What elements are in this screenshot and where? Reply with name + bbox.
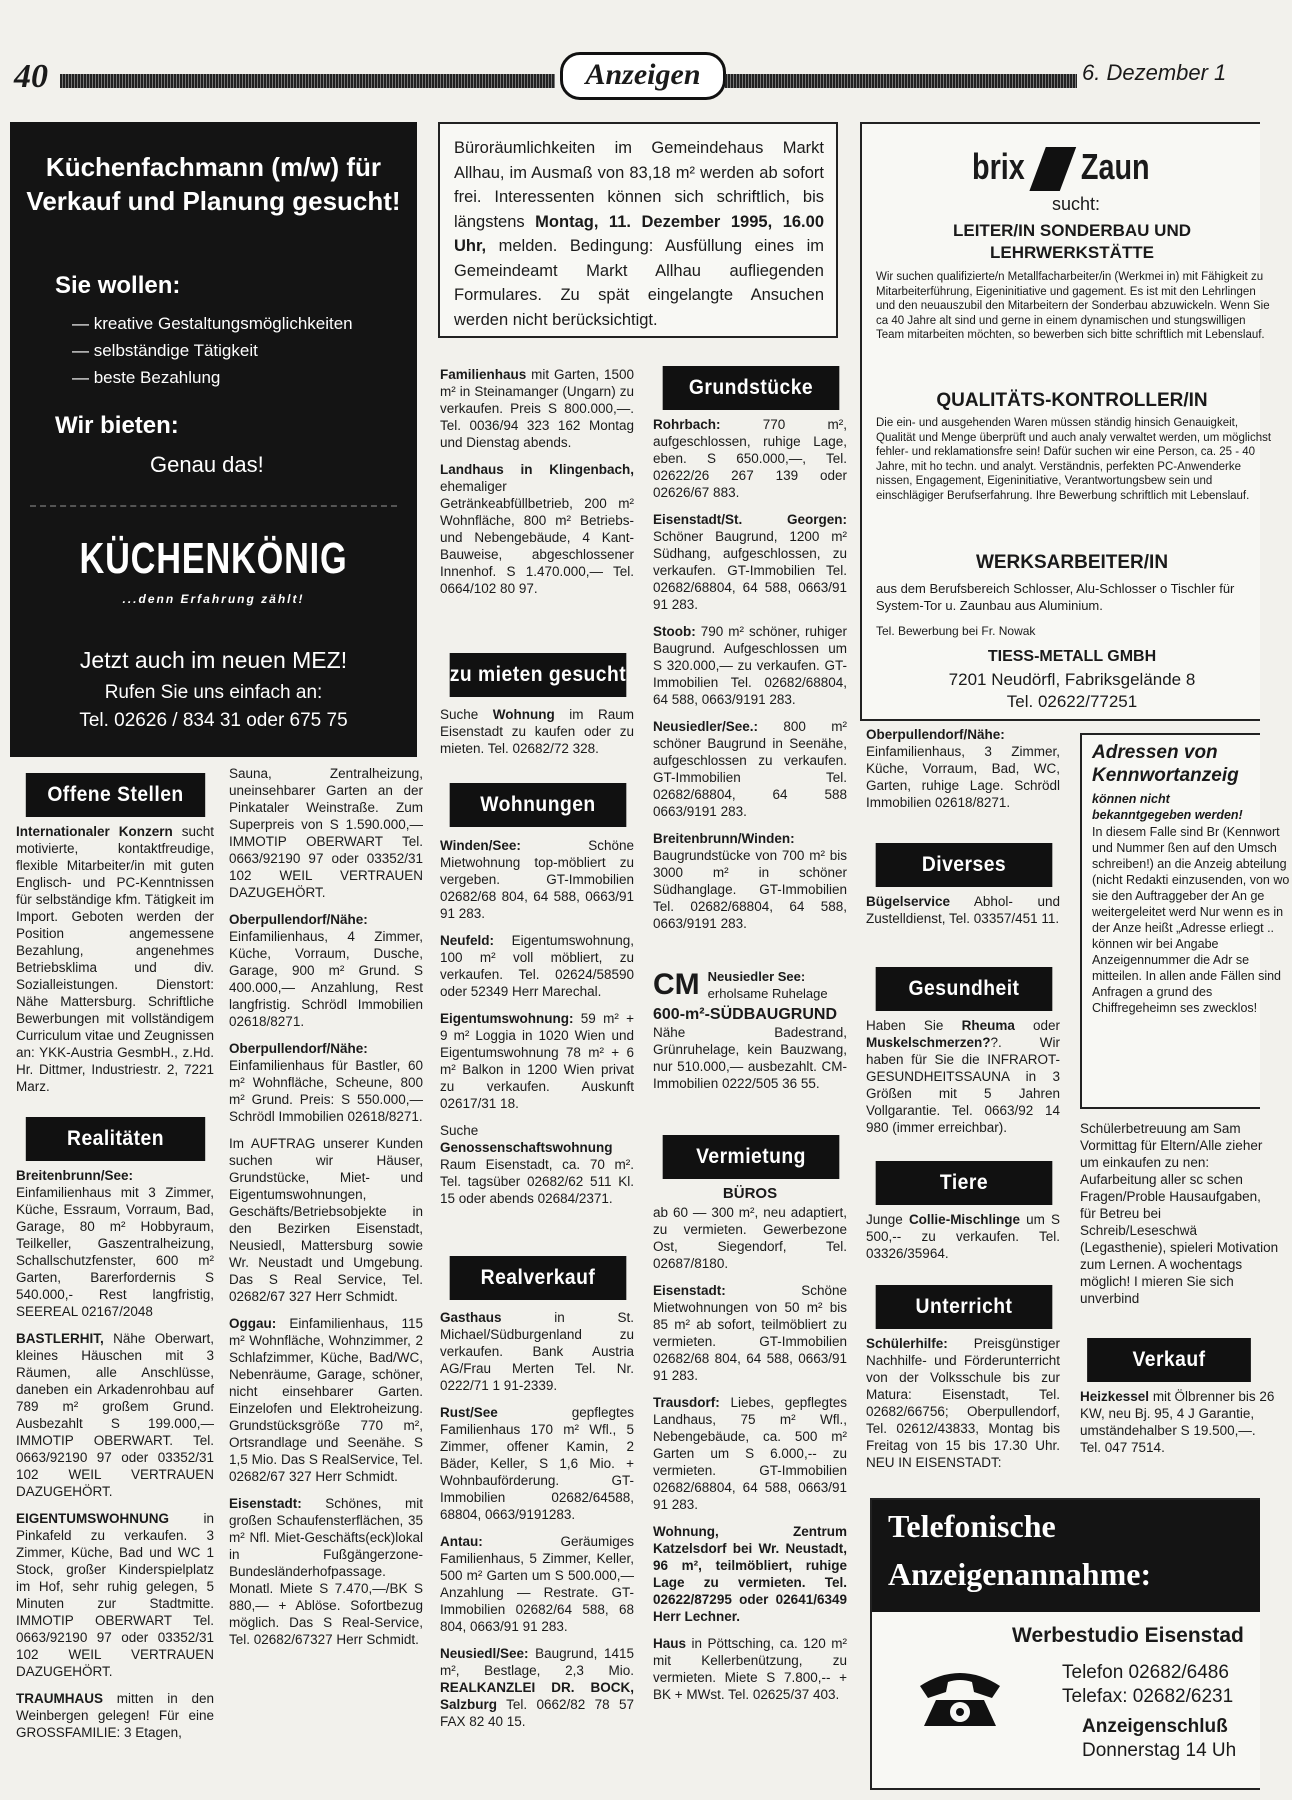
buero-ad <box>438 122 838 338</box>
kuechen-headline: Küchenfachmann (m/w) für Verkauf und Planung gesucht! <box>26 152 401 216</box>
kuechen-want-item: — selbständige Tätigkeit <box>72 341 258 360</box>
ad-bueros: ab 60 — 300 m², neu adaptiert, zu vermieten. Gewerbezone Ost, Siegendorf, Tel. 02687/8180. <box>653 1205 847 1271</box>
tel-ad-title-1: Telefonische <box>888 1508 1056 1544</box>
tel-ad-donnerstag: Donnerstag 14 Uh <box>1082 1740 1237 1761</box>
brix-address: 7201 Neudörfl, Fabriksgelände 8 <box>948 670 1196 689</box>
column-5-ads-c <box>866 1017 1060 1146</box>
category-tiere: Tiere <box>876 1161 1053 1205</box>
ad-auftrag: Im AUFTRAG unserer Kunden suchen wir Häuser, Grundstücke, Miet- und Eigentumswohnungen, Geschäfts/Betriebsobjekte in den Bezirken Eisenstadt, Neusiedl, Mattersburg sowie Wr. Neustadt und Umgebung. Das S Real Service, Tel. 02682/67 327 Herr Schmidt. <box>229 1136 423 1304</box>
kuechen-mez: Jetzt auch im neuen MEZ! <box>79 647 348 673</box>
page-number: 40 <box>14 58 48 95</box>
column-6-ads-a <box>1080 1120 1280 1317</box>
kuechen-brand-logo: KÜCHENKÖNIG <box>79 534 348 583</box>
brix-job1-title: LEITER/IN SONDERBAU UND LEHRWERKSTÄTTE <box>952 221 1191 262</box>
column-4-ads-b <box>653 1185 847 1713</box>
ad-eisenstadt-geschaeft: Eisenstadt: Schönes, mit großen Schaufensterflächen, 35 m² Nfl. Miet-Geschäfts(eck)lokal in Fußgängerzone- Bundesländerhofpassage. Monatl. Miete S 7.470,—/BK S 880,— + Ablöse. Sofortbezug möglich. Das S Real-Service, Tel. 02682/67327 Herr Schmidt. <box>229 1496 423 1647</box>
brix-sucht: sucht: <box>1052 194 1101 214</box>
buero-deadline: Montag, 11. Dezember 1995, 16.00 Uhr, <box>454 212 824 255</box>
brix-ad <box>860 122 1272 721</box>
buero-text <box>454 136 824 332</box>
ad-buegelservice: Bügelservice Abhol- und Zustelldienst, Tel. 03357/451 11. <box>866 894 1060 926</box>
column-5-ads-d <box>866 1211 1060 1272</box>
ad-breitenbrunn-winden: Breitenbrunn/Winden: Baugrundstücke von 700 m² bis 3000 m² in schöner Südhanglage. GT-Immobilien Tel. 02682/68804, 64 588, 0663/9191 283. <box>653 831 847 931</box>
ad-neufeld: Neufeld: Eigentumswohnung, 100 m² voll möbliert, zu verkaufen. Tel. 02624/58590 oder 52349 Herr Marechal. <box>440 933 634 999</box>
kuechen-divider <box>30 505 397 507</box>
cm-location: Neusiedler See: erholsame Ruhelage <box>707 969 828 1001</box>
brix-logo-left: brix <box>972 146 1025 187</box>
column-5-ads-b <box>866 893 1060 937</box>
adressen-notice <box>1080 733 1290 1109</box>
adressen-text: In diesem Falle sind Br (Kennwort und Nummer ßen auf den Umsch schreiben!) an die Anzeig abteilung (nicht Redakti einzusenden, von wo sie den Auftraggeber der An ge weitergeleitet werd Nur wenn es in der Anze heißt „Adresse erliegt .. können wir bei Angabe Anzeigennummer die Adr se mitteilen. In allen ande Fällen sind Anfragen a grund des Chiffregeheimn ses zwecklos! <box>1092 825 1290 1015</box>
column-1-ads-a <box>16 823 214 1105</box>
ad-schuelerbetreuung: Schülerbetreuung am Sam Vormittag für Eltern/Alle zieher um einkaufen zu nen: Aufarbeitung aller sc schen Fragen/Proble Hausaufgaben, für Betreu bei Schreib/Leseschwä (Legasthenie), spieleri Motivation zum Lernen. A wochentags möglich! I mieren Sie sich unverbind <box>1080 1121 1279 1306</box>
kuechen-want-item: — kreative Gestaltungsmöglichkeiten <box>72 314 353 333</box>
ad-genossenschaftswohnung: Suche Genossenschaftswohnung Raum Eisenstadt, ca. 70 m². Tel. tagsüber 02682/62 511 Kl. 15 oder abends 02684/2371. <box>440 1123 634 1206</box>
brix-job2-text: Die ein- und ausgehenden Waren müssen ständig hinsich Genauigkeit, Qualität und Menge überprüft und auch analy verwaltet werden, um möglichst fehler- und reklamationsfre sein! Dafür suchen wir eine Person, ca. 25 - 40 Jahre, mit ho techn. und analyt. Verständnis, perfekten PC-Anwenderke nissen, Engagement, Eigeninitiative, Verantwortungsbew sein und einschlägiger Berufserfahrung. Ihre Bewerbung schriftlich mit Lebenslauf. <box>876 417 1272 502</box>
tel-ad-telefon: Telefon 02682/6486 <box>1062 1662 1229 1683</box>
ad-collie: Junge Collie-Mischlinge um S 500,-- zu verkaufen. Tel. 03326/35964. <box>866 1212 1060 1261</box>
cm-logo: CM <box>653 968 700 1001</box>
ad-oberpullendorf-1: Oberpullendorf/Nähe: Einfamilienhaus, 4 Zimmer, Küche, Vorraum, Dusche, Garage, 900 m² Grund. S 400.000,— Anzahlung, Rest langfristig. Schrödl Immobilien 02618/8271. <box>229 912 423 1029</box>
cm-ad <box>653 968 847 1092</box>
section-title: Anzeigen <box>560 52 726 100</box>
category-unterricht: Unterricht <box>876 1285 1053 1329</box>
brix-job3-text: aus dem Berufsbereich Schlosser, Alu-Schlosser o Tischler für System-Tor u. Zaunbau aus Aluminium. <box>876 581 1235 613</box>
issue-date: 6. Dezember 1 <box>1082 60 1227 85</box>
telefonische-anzeigenannahme-ad <box>870 1498 1260 1790</box>
column-5-ads-a <box>866 726 1060 821</box>
kuechenkoenig-ad <box>10 122 417 757</box>
kuechen-slogan: ...denn Erfahrung zählt! <box>122 592 305 606</box>
ad-familienhaus: Familienhaus mit Garten, 1500 m² in Steinamanger (Ungarn) zu verkaufen. Preis S 800.000,—. Tel. 0036/94 323 162 Montag und Dienstag abends. <box>440 367 634 450</box>
category-realverkauf: Realverkauf <box>450 1256 627 1300</box>
cm-text: Nähe Badestrand, Grünruhelage, kein Bauzwang, nur 510.000,— ausbezahlt. CM-Immobilien 0222/505 36 55. <box>653 1025 847 1091</box>
tel-ad-studio: Werbestudio Eisenstad <box>1012 1624 1244 1647</box>
ad-traumhaus-cont: Sauna, Zentralheizung, uneinsehbarer Garten an der Pinkataler Weinstraße. Zum Superpreis von S 1.590.000,— IMMOTIP OBERWART Tel. 0663/92190 97 oder 03352/31 102 WEIL VERTRAUEN DAZUGEHÖRT. <box>229 766 423 900</box>
ad-oberpullendorf-3: Oberpullendorf/Nähe: Einfamilienhaus, 3 Zimmer, Küche, Vorraum, Bad, WC, Garten, ruhige Lage. Schrödl Immobilien 02618/8271. <box>866 727 1060 810</box>
kuechen-want-item: — beste Bezahlung <box>72 368 221 387</box>
brix-phone: Tel. 02622/77251 <box>1006 692 1138 711</box>
ad-heizkessel: Heizkessel mit Ölbrenner bis 26 KW, neu Bj. 95, 4 J Garantie, umständehalber S 19.500,—. Tel. 047 7514. <box>1080 1389 1275 1455</box>
brix-job2-title: QUALITÄTS-KONTROLLER/IN <box>936 390 1208 411</box>
brix-job1-text: Wir suchen qualifizierte/n Metallfacharbeiter/in (Werkmei in) mit Fähigkeit zu Mitarbeiterführung, Eigeninitiative und gagement. Es ist mit den Lehrlingen und den neuauszubil den Mitarbeitern der Sonderbau abzuwickeln. Wenn Sie ca 40 Jahre alt sind und gerne in einem dynamischen und stungswilligen Team mitarbeiten möchten, so bewerben sich bitte schriftlich mit Lebenslauf. <box>876 271 1270 341</box>
brix-slash-icon <box>1029 147 1076 191</box>
cm-title: 600-m²-SÜDBAUGRUND <box>653 1006 838 1023</box>
kuechen-wir-bieten: Wir bieten: <box>55 412 179 439</box>
brix-job3-title: WERKSARBEITER/IN <box>975 552 1169 573</box>
category-wohnungen: Wohnungen <box>450 783 627 827</box>
ad-katzelsdorf: Wohnung, Zentrum Katzelsdorf bei Wr. Neustadt, 96 m², teilmöbliert, ruhige Lage zu vermieten. Tel. 02622/87295 oder 02641/6349 Herr Lechner. <box>653 1524 847 1624</box>
column-3-ads-a <box>440 366 634 607</box>
header-rule-right <box>725 74 1077 88</box>
tel-ad-telefax: Telefax: 02682/6231 <box>1062 1686 1234 1707</box>
header-rule-left <box>60 74 555 88</box>
category-grundstuecke: Grundstücke <box>663 366 840 410</box>
kuechen-genau: Genau das! <box>150 452 264 477</box>
adressen-subtitle: können nicht bekanntgegeben werden! <box>1092 792 1243 822</box>
ad-eigentumswohnung-wien: Eigentumswohnung: 59 m² + 9 m² Loggia in 1020 Wien und Eigentumswohnung 78 m² + 6 m² Balkon in 1200 Wien privat zu verkaufen. Auskunft 02617/31 18. <box>440 1011 634 1111</box>
ad-eisenstadt-mietwohnungen: Eisenstadt: Schöne Mietwohnungen von 50 m² bis 85 m² ab sofort, teilmöbliert zu vermieten. GT-Immobilien 02682/68 804, 64 588, 0663/91 91 283. <box>653 1283 847 1383</box>
ad-rust: Rust/See gepflegtes Familienhaus 170 m² Wfl., 5 Zimmer, offener Kamin, 2 Bäder, Keller, S 1,6 Mio. + Wohnbauförderung. GT-Immobilien 02682/64588, 68804, 0663/9191283. <box>440 1405 634 1522</box>
brix-logo <box>972 146 1150 191</box>
buero-text-post: melden. Bedingung: Ausfüllung eines im Gemeindeamt Markt Allhau aufliegenden Formulares. Zu spät eingelangte Ansuchen werden nicht berücksichtigt. <box>454 237 824 329</box>
ad-gasthaus: Gasthaus in St. Michael/Südburgenland zu verkaufen. Bank Austria AG/Frau Merten Tel. Nr. 0222/71 1 91-2339. <box>440 1310 634 1393</box>
category-realitaeten: Realitäten <box>26 1117 205 1161</box>
ad-stoob: Stoob: 790 m² schöner, ruhiger Baugrund. Aufgeschlossen um S 320.000,— zu verkaufen. GT-Immobilien Tel. 02682/68804, 64 588, 0663/9191 283. <box>653 624 847 707</box>
ad-traumhaus: TRAUMHAUS mitten in den Weinbergen gelegen! Für eine GROSSFAMILIE: 3 Etagen, <box>16 1691 214 1740</box>
brix-contact: Tel. Bewerbung bei Fr. Nowak <box>876 624 1036 638</box>
ad-suche-wohnung: Suche Wohnung im Raum Eisenstadt zu kaufen oder zu mieten. Tel. 02682/72 328. <box>440 707 635 756</box>
ad-rohrbach: Rohrbach: 770 m², aufgeschlossen, ruhige Lage, eben. S 650.000,—, Tel. 02622/26 267 139 oder 02626/67 883. <box>653 417 847 500</box>
ad-antau: Antau: Geräumiges Familienhaus, 5 Zimmer, Keller, 500 m² Garten um S 500.000,— Anzahlung — Restrate. GT-Immobilien 02682/64 588, 68 804, 0663/91 91 283. <box>440 1534 634 1634</box>
category-diverses: Diverses <box>876 843 1053 887</box>
kuechen-phone: Tel. 02626 / 834 31 oder 675 75 <box>79 710 348 731</box>
column-4-ads-a <box>653 416 847 942</box>
ad-winden: Winden/See: Schöne Mietwohnung top-möbliert zu vergeben. GT-Immobilien 02682/68 804, 64 588, 0663/91 91 283. <box>440 838 634 921</box>
buero-text-pre: Büroräumlichkeiten im Gemeindehaus Markt Allhau, im Ausmaß von 83,18 m² werden ab sofort frei. Interessenten können sich schriftlich, bis längstens <box>454 139 824 231</box>
kuechen-wants-list <box>72 310 353 391</box>
category-vermietung: Vermietung <box>663 1135 840 1179</box>
column-6-ads-b <box>1080 1388 1280 1466</box>
telephone-icon <box>912 1660 1008 1732</box>
column-3-ads-d <box>440 1309 634 1740</box>
ad-trausdorf: Trausdorf: Liebes, gepflegtes Landhaus, 75 m² Wfl., Nebengebäude, ca. 500 m² Garten um S 6.000,-- zu vermieten. GT-Immobilien 02682/68804, 64 588, 0663/91 91 283. <box>653 1395 847 1512</box>
column-3-ads-c <box>440 837 634 1217</box>
brix-logo-right: Zaun <box>1080 146 1150 187</box>
ad-eigentumswohnung-pinkafeld: EIGENTUMSWOHNUNG in Pinkafeld zu verkaufen. 3 Zimmer, Küche, Bad und WC 1 Stock, großer Kinderspielplatz im Hof, sehr ruhig gelegen, 5 Minuten zur Stadtmitte. IMMOTIP OBERWART Tel. 0663/92190 97 oder 03352/31 102 WEIL VERTRAUEN DAZUGEHÖRT. <box>16 1511 214 1679</box>
category-offene-stellen: Offene Stellen <box>26 773 205 817</box>
ad-schuelerhilfe: Schülerhilfe: Preisgünstiger Nachhilfe- und Förderunterricht von der Volksschule bis zur Matura: Eisenstadt, Tel. 02682/66756; Oberpullendorf, Tel. 02612/43833, Montag bis Freitag von 15 bis 17.30 Uhr. NEU IN EISENSTADT: <box>866 1336 1060 1470</box>
category-gesundheit: Gesundheit <box>876 967 1053 1011</box>
vermietung-bueros-heading: BÜROS <box>722 1185 778 1202</box>
ad-neusiedl-baugrund: Neusiedl/See: Baugrund, 1415 m², Bestlage, 2,3 Mio. REALKANZLEI DR. BOCK, Salzburg Tel. 0662/82 78 57 FAX 82 40 15. <box>440 1646 634 1729</box>
ad-oggau: Oggau: Einfamilienhaus, 115 m² Wohnfläche, Wohnzimmer, 2 Schlafzimmer, Küche, Bad/WC, Nebenräume, Garage, schöner, nicht einsehbarer Garten. Einzelofen und Elektroheizung. Grundstücksgröße 770 m², Ortsrandlage und Seenähe. S 1,5 Mio. Das S RealService, Tel. 02682/67 327 Herr Schmidt. <box>229 1316 423 1484</box>
ad-neusiedler-see: Neusiedler/See.: 800 m² schöner Baugrund in Seenähe, aufgeschlossen zu verkaufen. GT-Immobilien Tel. 02682/68804, 64 588 0663/9191 283. <box>653 719 847 819</box>
kuechen-sie-wollen: Sie wollen: <box>55 272 181 299</box>
category-verkauf: Verkauf <box>1087 1338 1251 1382</box>
ad-oberpullendorf-2: Oberpullendorf/Nähe: Einfamilienhaus für Bastler, 60 m² Wohnfläche, Scheune, 800 m² Grund. Preis: S 550.000,— Schrödl Immobilien 02618/8271. <box>229 1041 423 1124</box>
category-zu-mieten-gesucht: zu mieten gesucht <box>450 653 627 697</box>
column-3-ads-b <box>440 706 634 767</box>
column-5-ads-e <box>866 1335 1060 1481</box>
ad-internationaler-konzern: Internationaler Konzern sucht motivierte, kontaktfreudige, flexible Mitarbeiter/in mit guten Englisch- und PC-Kenntnissen für selbständige kfm. Tätigkeit im Import. Geboten werden der Position angemessene Bezahlung, angenehmes Betriebsklima und div. Sozialleistungen. Dienstort: Nähe Mattersburg. Schriftliche Bewerbungen mit vollständigem Curriculum vitae und Zeugnissen an: YKK-Austria GesmbH., z.Hd. Hr. Dittmer, Industriestr. 2, 7221 Marz. <box>16 824 214 1094</box>
column-2-ads <box>229 765 423 1658</box>
tel-ad-anzeigenschluss: Anzeigenschluß <box>1082 1716 1228 1737</box>
ad-landhaus-klingenbach: Landhaus in Klingenbach, ehemaliger Getränkeabfüllbetrieb, 200 m² Wohnfläche, 800 m² Betriebs- und Nebengebäude, 4 Kant-Bauweise, abgeschlossener Innenhof. S 1.470.000,— Tel. 0664/102 80 97. <box>440 462 634 596</box>
kuechen-call: Rufen Sie uns einfach an: <box>104 682 323 703</box>
brix-company: TIESS-METALL GMBH <box>987 648 1157 665</box>
ad-poettsching: Haus in Pöttsching, ca. 120 m² mit Kellerbenützung, zu vermieten. Miete S 7.800,-- + BK + MWst. Tel. 02625/37 403. <box>653 1636 847 1702</box>
adressen-title: Adressen von Kennwortanzeig <box>1092 742 1239 786</box>
column-1-ads-b <box>16 1167 214 1751</box>
ad-bastlerhit: BASTLERHIT, Nähe Oberwart, kleines Häuschen mit 3 Räumen, alle Anschlüsse, daneben ein Arkadenrohbau auf 789 m² großem Grund. Ausbezahlt S 199.000,— IMMOTIP OBERWART. Tel. 0663/92190 97 oder 03352/31 102 WEIL VERTRAUEN DAZUGEHÖRT. <box>16 1331 214 1499</box>
ad-st-georgen: Eisenstadt/St. Georgen: Schöner Baugrund, 1200 m² Südhang, aufgeschlossen, zu verkaufen. GT-Immobilien Tel. 02682/68804, 64 588, 0663/91 91 283. <box>653 512 847 612</box>
tel-ad-title-2: Anzeigenannahme: <box>888 1556 1152 1592</box>
ad-infrarot-sauna: Haben Sie Rheuma oder Muskelschmerzen??. Wir haben für Sie die INFRAROT-GESUNDHEITSSAUNA in 3 Größen mit 5 Jahren Vollgarantie. Tel. 0663/92 14 980 (immer erreichbar). <box>866 1018 1060 1135</box>
ad-breitenbrunn: Breitenbrunn/See: Einfamilienhaus mit 3 Zimmer, Küche, Essraum, Vorraum, Bad, Garage, 80 m² Hobbyraum, Teilkeller, Gaszentralheizung, Schallschutzfenster, 600 m² Garten, Barerfordernis S 540.000,- Rest langfristig, SEEREAL 02167/2048 <box>16 1168 214 1319</box>
